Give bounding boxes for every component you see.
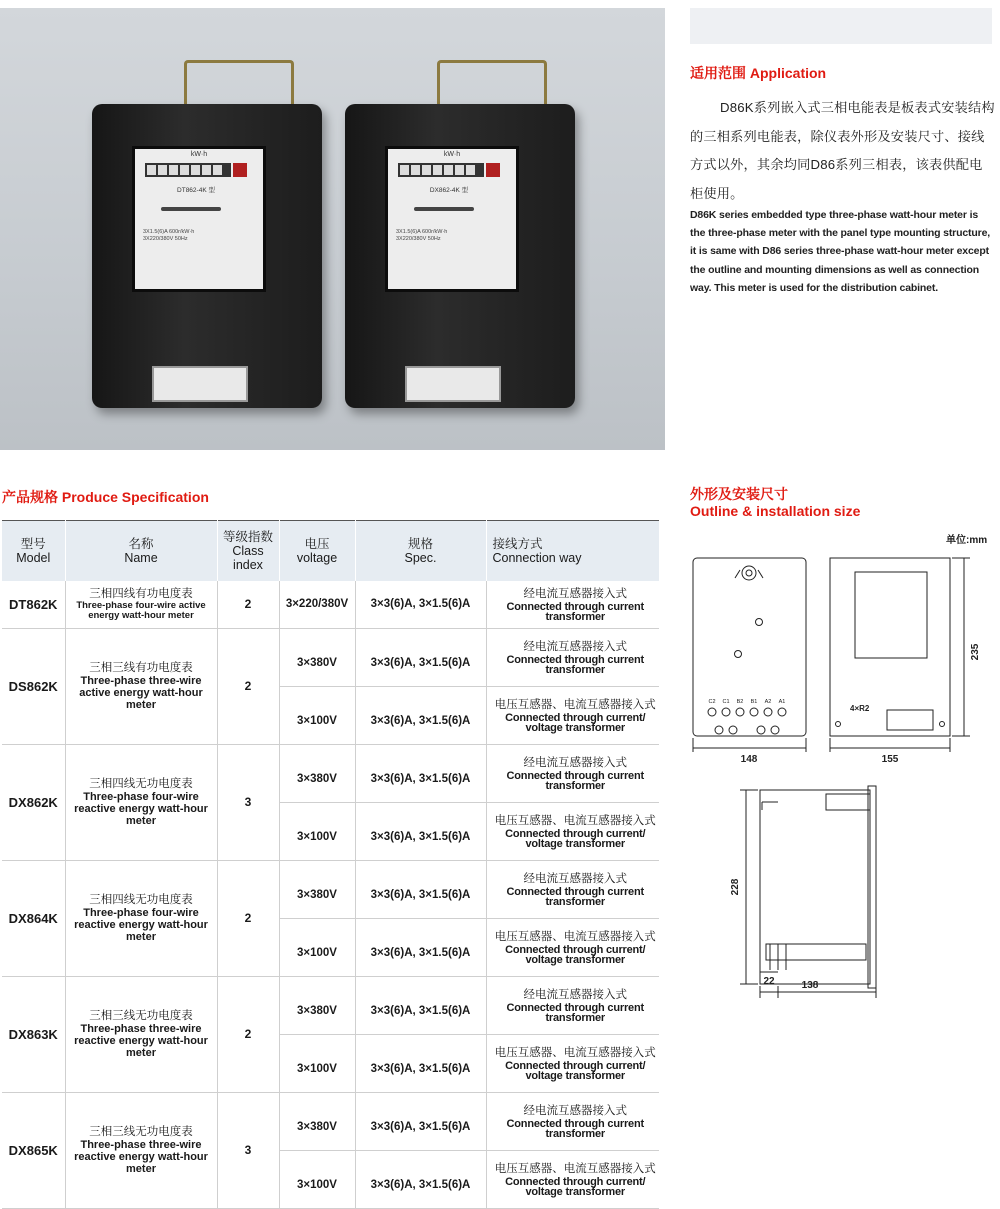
meter-model-label: DT862-4K 型 (177, 187, 215, 194)
front-view-outline (693, 558, 806, 736)
connection-cell: 经电流互感器接入式 Connected through current transformer (486, 581, 659, 629)
spec-cell: 3×3(6)A, 3×1.5(6)A (355, 581, 486, 629)
voltage-cell: 3×380V (279, 629, 355, 687)
outline-title-cn: 外形及安装尺寸 (690, 486, 788, 502)
meter-brand: kW·h (190, 151, 208, 158)
name-cell: 三相四线无功电度表 Three-phase four-wire reactive energy watt-hour meter (65, 745, 217, 861)
spec-cell: 3×3(6)A, 3×1.5(6)A (355, 687, 486, 745)
class-cell: 2 (217, 977, 279, 1093)
meter-spec-line: 3X220/380V 50Hz (143, 236, 188, 242)
voltage-cell: 3×100V (279, 1151, 355, 1209)
side-view-outline (830, 558, 950, 736)
bottom-view-body (760, 790, 870, 984)
table-row (2, 977, 659, 1035)
table-row (2, 629, 659, 687)
dim-line-148 (693, 738, 806, 752)
spec-cell: 3×3(6)A, 3×1.5(6)A (355, 745, 486, 803)
meter-terminal-cover (152, 366, 248, 402)
meter-dx862k-image (345, 90, 575, 408)
spec-cell: 3×3(6)A, 3×1.5(6)A (355, 1093, 486, 1151)
connection-cell: 经电流互感器接入式 Connected through current transformer (486, 861, 659, 919)
application-text-en: D86K series embedded type three-phase watt-hour meter is the three-phase meter with the panel type mounting structure, it is same with D86 series three-phase watt-hour meter except the outline and mounting dimensions as well as connection way. This meter is used for the distribution cabinet. (690, 209, 991, 294)
header-band (690, 8, 992, 44)
application-text-cn: D86K系列嵌入式三相电能表是板表式安装结构的三相系列电能表，除仪表外形及安装尺寸、接线方式以外，其余均同D86系列三相表，该表供配电柜使用。 (690, 100, 995, 201)
terminal-label: B2 (736, 699, 744, 705)
dim-235: 235 (970, 643, 981, 661)
connection-cell: 经电流互感器接入式 Connected through current transformer (486, 745, 659, 803)
connection-cell: 经电流互感器接入式 Connected through current transformer (486, 629, 659, 687)
voltage-cell: 3×380V (279, 1093, 355, 1151)
model-cell: DX863K (2, 977, 65, 1093)
class-cell: 2 (217, 629, 279, 745)
terminal-label: C2 (708, 699, 716, 705)
dim-line-155 (830, 738, 950, 752)
connection-cell: 电压互感器、电流互感器接入式 Connected through current/ voltage transformer (486, 1035, 659, 1093)
bottom-view-terminal (766, 944, 866, 960)
meter-window (132, 146, 266, 292)
corner-hole (836, 722, 841, 727)
model-cell: DX864K (2, 861, 65, 977)
name-cell: 三相四线无功电度表 Three-phase four-wire reactive energy watt-hour meter (65, 861, 217, 977)
header-class: 等级指数 Class index (217, 521, 279, 582)
dim-228: 228 (730, 878, 741, 896)
spec-cell: 3×3(6)A, 3×1.5(6)A (355, 1035, 486, 1093)
spec-cell: 3×3(6)A, 3×1.5(6)A (355, 629, 486, 687)
table-row (2, 745, 659, 803)
mount-hole (735, 651, 742, 658)
hanging-bracket (735, 570, 763, 578)
name-cell: 三相三线无功电度表 Three-phase three-wire reactive energy watt-hour meter (65, 1093, 217, 1209)
outline-title-en: Outline & installation size (690, 503, 861, 519)
header-model: 型号 Model (2, 521, 65, 582)
spec-cell: 3×3(6)A, 3×1.5(6)A (355, 919, 486, 977)
table-row (2, 581, 659, 629)
spec-cell: 3×3(6)A, 3×1.5(6)A (355, 861, 486, 919)
terminal-label: A2 (764, 699, 772, 705)
name-cell: 三相三线有功电度表 Three-phase three-wire active energy watt-hour meter (65, 629, 217, 745)
table-header-row (2, 521, 659, 582)
header-spec: 规格 Spec. (355, 521, 486, 582)
voltage-cell: 3×380V (279, 977, 355, 1035)
meter-dt862k-image (92, 90, 322, 408)
header-connection: 接线方式 Connection way (486, 521, 659, 582)
model-cell: DX865K (2, 1093, 65, 1209)
header-name: 名称 Name (65, 521, 217, 582)
header-voltage: 电压 voltage (279, 521, 355, 582)
mount-hole (756, 619, 763, 626)
terminal-label: C1 (722, 699, 730, 705)
corner-hole (940, 722, 945, 727)
dim-155: 155 (881, 754, 899, 765)
voltage-cell: 3×380V (279, 745, 355, 803)
connection-cell: 电压互感器、电流互感器接入式 Connected through current/ voltage transformer (486, 803, 659, 861)
voltage-cell: 3×380V (279, 861, 355, 919)
model-cell: DS862K (2, 629, 65, 745)
spec-cell: 3×3(6)A, 3×1.5(6)A (355, 1151, 486, 1209)
bottom-view-flange (868, 786, 876, 988)
dim-22: 22 (763, 976, 775, 987)
product-photo (0, 8, 665, 450)
meter-brand: kW·h (443, 151, 461, 158)
class-cell: 3 (217, 1093, 279, 1209)
meter-spec-line: 3X1.5(6)A 600r/kW·h (143, 229, 195, 235)
terminal-row (708, 708, 786, 734)
unit-label: 单位:mm (946, 535, 988, 546)
name-cell: 三相三线无功电度表 Three-phase three-wire reactive energy watt-hour meter (65, 977, 217, 1093)
meter-model-label: DX862-4K 型 (429, 187, 469, 194)
voltage-cell: 3×100V (279, 687, 355, 745)
application-title: 适用范围 Application (690, 65, 827, 81)
table-row (2, 861, 659, 919)
dim-138: 138 (801, 980, 819, 991)
spec-cell: 3×3(6)A, 3×1.5(6)A (355, 977, 486, 1035)
terminal-block (887, 710, 933, 730)
voltage-cell: 3×220/380V (279, 581, 355, 629)
hole-label: 4×R2 (850, 704, 870, 713)
connection-cell: 电压互感器、电流互感器接入式 Connected through current/ voltage transformer (486, 919, 659, 977)
meter-terminal-cover (405, 366, 501, 402)
outline-drawing (680, 540, 998, 1000)
class-cell: 2 (217, 581, 279, 629)
dim-148: 148 (740, 754, 758, 765)
terminal-label: B1 (750, 699, 758, 705)
spec-table (2, 520, 659, 1209)
model-cell: DX862K (2, 745, 65, 861)
connection-cell: 电压互感器、电流互感器接入式 Connected through current/ voltage transformer (486, 687, 659, 745)
connection-cell: 经电流互感器接入式 Connected through current transformer (486, 977, 659, 1035)
dim-line-235 (952, 558, 970, 736)
outline-title (690, 486, 860, 520)
name-cell: 三相四线有功电度表 Three-phase four-wire active energy watt-hour meter (65, 581, 217, 629)
connection-cell: 电压互感器、电流互感器接入式 Connected through current/ voltage transformer (486, 1151, 659, 1209)
voltage-cell: 3×100V (279, 803, 355, 861)
side-view-window (855, 572, 927, 658)
voltage-cell: 3×100V (279, 1035, 355, 1093)
model-cell: DT862K (2, 581, 65, 629)
meter-spec-line: 3X1.5(6)A 600r/kW·h (396, 229, 448, 235)
hanging-hole (742, 566, 756, 580)
voltage-cell: 3×100V (279, 919, 355, 977)
class-cell: 2 (217, 861, 279, 977)
terminal-label: A1 (778, 699, 786, 705)
bottom-view-top-block (826, 794, 870, 810)
class-cell: 3 (217, 745, 279, 861)
dim-line-228 (740, 790, 758, 984)
meter-window (385, 146, 519, 292)
spec-cell: 3×3(6)A, 3×1.5(6)A (355, 803, 486, 861)
connection-cell: 经电流互感器接入式 Connected through current transformer (486, 1093, 659, 1151)
table-row (2, 1093, 659, 1151)
hanging-hole-inner (746, 570, 752, 576)
meter-spec-line: 3X220/380V 50Hz (396, 236, 441, 242)
spec-title: 产品规格 Produce Specification (2, 489, 209, 505)
